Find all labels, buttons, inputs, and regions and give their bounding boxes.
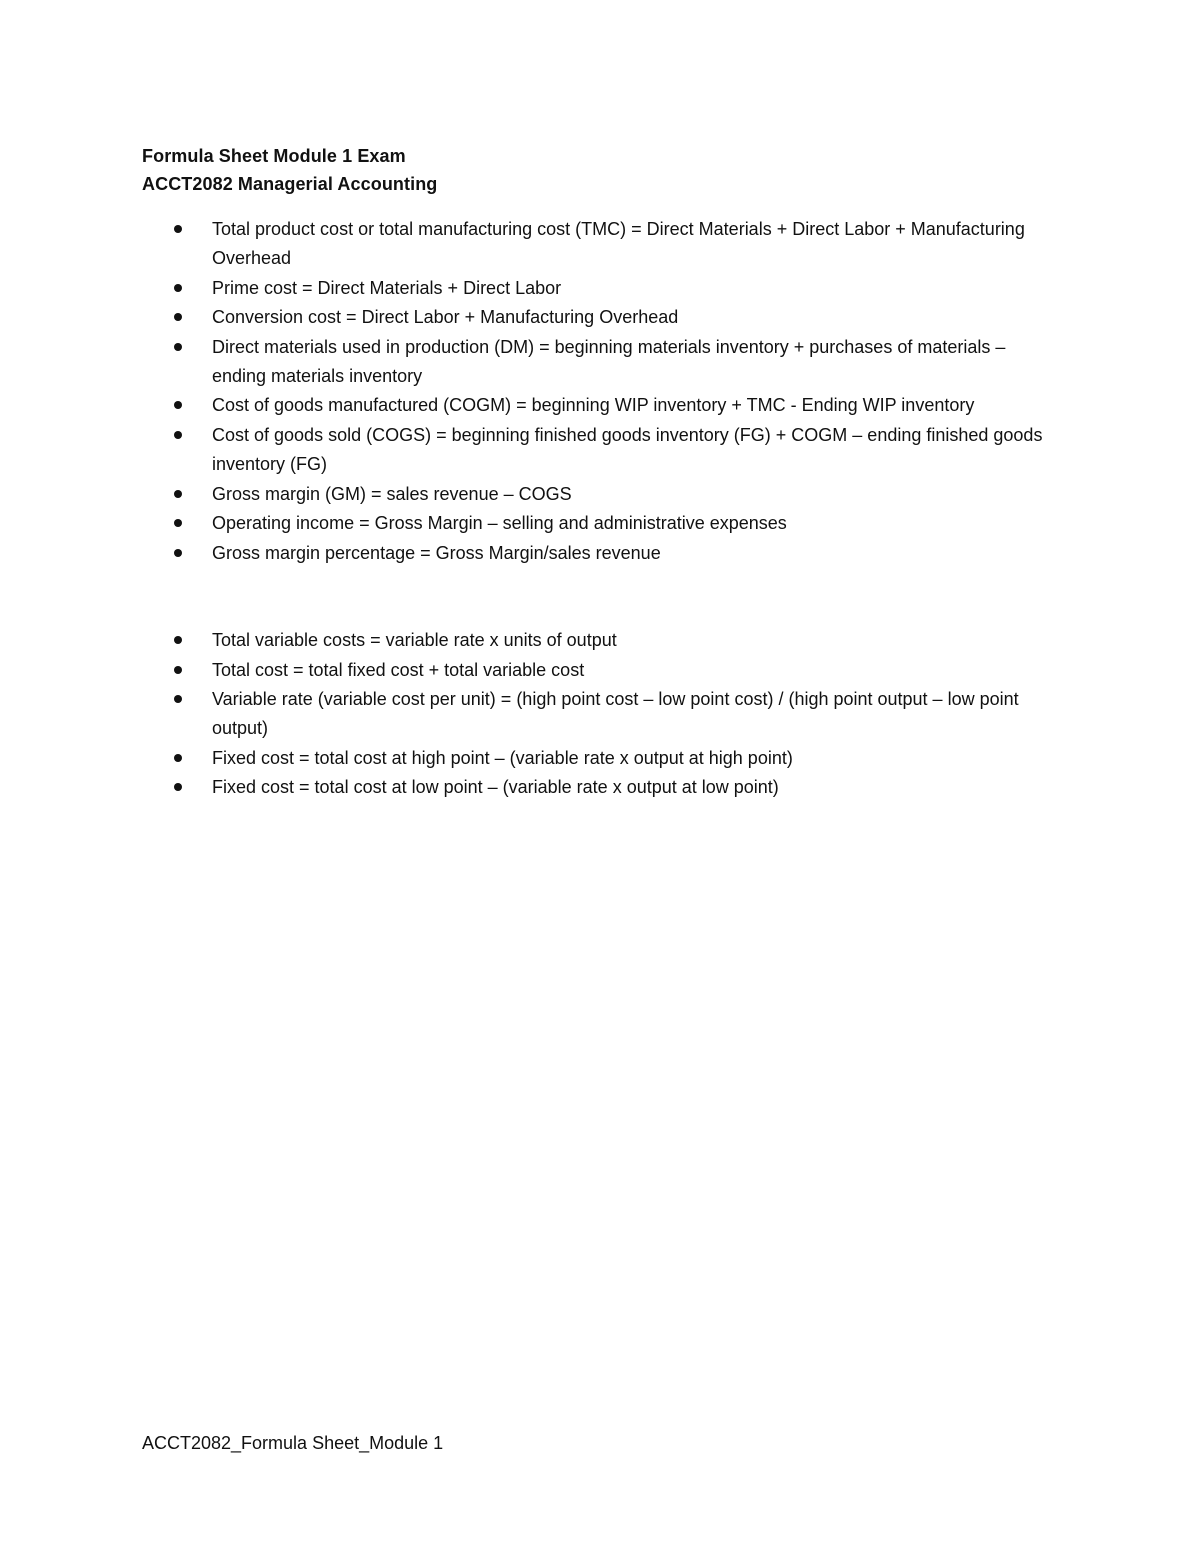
formula-text: Total product cost or total manufacturing cost (TMC) = Direct Materials + Direct Labor + Manufacturing Overhead bbox=[212, 219, 1025, 268]
bullet-icon bbox=[174, 490, 182, 498]
formula-text: Fixed cost = total cost at high point – (variable rate x output at high point) bbox=[212, 747, 793, 768]
list-item bbox=[142, 303, 1062, 332]
list-item bbox=[142, 626, 1062, 655]
formula-text: Fixed cost = total cost at low point – (variable rate x output at low point) bbox=[212, 777, 779, 798]
formula-text: Operating income = Gross Margin – selling and administrative expenses bbox=[212, 513, 787, 534]
formula-text: Variable rate (variable cost per unit) = (high point cost – low point cost) / (high point output – low point output) bbox=[212, 689, 1019, 739]
bullet-icon bbox=[174, 783, 182, 791]
bullet-icon bbox=[174, 313, 182, 321]
formula-text: Cost of goods manufactured (COGM) = beginning WIP inventory + TMC - Ending WIP inventory bbox=[212, 395, 975, 416]
bullet-icon bbox=[174, 666, 182, 674]
bullet-icon bbox=[174, 401, 182, 409]
formula-list-product-costs bbox=[142, 215, 1062, 568]
document-title: Formula Sheet Module 1 Exam bbox=[142, 146, 406, 166]
list-item bbox=[142, 539, 1062, 568]
course-title: ACCT2082 Managerial Accounting bbox=[142, 174, 438, 194]
formula-text: Total cost = total fixed cost + total variable cost bbox=[212, 659, 585, 680]
formula-text: Gross margin percentage = Gross Margin/sales revenue bbox=[212, 542, 661, 563]
page-footer: ACCT2082_Formula Sheet_Module 1 bbox=[142, 1433, 444, 1453]
list-item bbox=[142, 509, 1062, 538]
list-item bbox=[142, 773, 1062, 802]
bullet-icon bbox=[174, 519, 182, 527]
list-item bbox=[142, 744, 1062, 773]
list-item bbox=[142, 421, 1062, 479]
list-item bbox=[142, 656, 1062, 685]
formula-text: Direct materials used in production (DM) = beginning materials inventory + purchases of materials – ending materials inventory bbox=[212, 336, 1006, 386]
list-item bbox=[142, 333, 1062, 391]
list-item bbox=[142, 391, 1062, 420]
bullet-icon bbox=[174, 754, 182, 762]
bullet-icon bbox=[174, 284, 182, 292]
bullet-icon bbox=[174, 549, 182, 557]
bullet-icon bbox=[174, 431, 182, 439]
formula-text: Cost of goods sold (COGS) = beginning finished goods inventory (FG) + COGM – ending finished goods inventory (FG) bbox=[212, 424, 1043, 474]
list-item bbox=[142, 274, 1062, 303]
formula-text: Gross margin (GM) = sales revenue – COGS bbox=[212, 483, 572, 504]
bullet-icon bbox=[174, 695, 182, 703]
formula-text: Conversion cost = Direct Labor + Manufacturing Overhead bbox=[212, 307, 679, 328]
formula-text: Total variable costs = variable rate x units of output bbox=[212, 630, 617, 650]
list-item bbox=[142, 685, 1062, 743]
bullet-icon bbox=[174, 225, 182, 233]
formula-text: Prime cost = Direct Materials + Direct Labor bbox=[212, 277, 562, 298]
list-item bbox=[142, 480, 1062, 509]
bullet-icon bbox=[174, 636, 182, 644]
list-item bbox=[142, 215, 1062, 273]
formula-list-cost-behavior bbox=[142, 626, 1062, 803]
bullet-icon bbox=[174, 343, 182, 351]
